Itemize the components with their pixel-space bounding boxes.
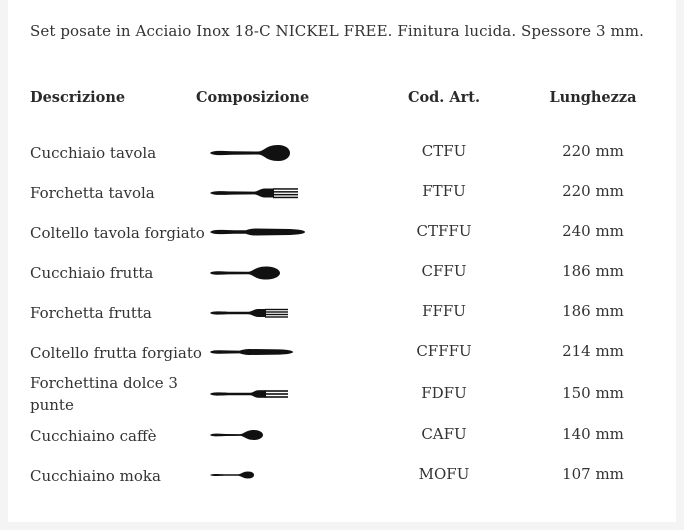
cell-lunghezza: 186 mm	[562, 262, 624, 280]
header-descrizione: Descrizione	[30, 89, 126, 106]
table-row	[8, 455, 676, 495]
cell-descrizione: Forchetta frutta	[30, 304, 152, 322]
cell-codice: MOFU	[418, 465, 470, 483]
product-description: Set posate in Acciaio Inox 18-C NICKEL FREE. Finitura lucida. Spessore 3 mm.	[30, 22, 644, 40]
cell-codice: FTFU	[422, 182, 466, 200]
cell-descrizione: Cucchiaino caffè	[30, 427, 157, 445]
cell-codice: CTFU	[421, 142, 467, 160]
header-codice: Cod. Art.	[407, 89, 481, 106]
table-knife-icon	[208, 225, 308, 239]
cell-lunghezza: 220 mm	[562, 142, 624, 160]
table-row	[8, 415, 676, 455]
cell-lunghezza: 186 mm	[562, 302, 624, 320]
table-row	[8, 332, 676, 372]
cell-codice: CTFFU	[416, 222, 472, 240]
cell-descrizione: Cucchiaio frutta	[30, 264, 154, 282]
cell-lunghezza: 107 mm	[562, 465, 624, 483]
dessert-fork-icon	[208, 386, 298, 402]
cell-lunghezza: 214 mm	[562, 342, 624, 360]
fruit-knife-icon	[208, 345, 298, 359]
cell-lunghezza: 220 mm	[562, 182, 624, 200]
coffee-spoon-icon	[208, 427, 278, 443]
header-composizione: Composizione	[196, 89, 310, 106]
fruit-spoon-icon	[208, 264, 298, 282]
cell-descrizione: Cucchiaino moka	[30, 467, 161, 485]
cell-lunghezza: 150 mm	[562, 384, 624, 402]
cell-lunghezza: 240 mm	[562, 222, 624, 240]
fruit-fork-icon	[208, 305, 298, 321]
table-row	[8, 372, 676, 418]
table-row	[8, 252, 676, 292]
cell-codice: CFFU	[421, 262, 467, 280]
cell-codice: FDFU	[421, 384, 467, 402]
moka-spoon-icon	[208, 468, 268, 482]
table-spoon-icon	[208, 143, 298, 163]
cell-descrizione: Forchetta tavola	[30, 184, 155, 202]
cell-descrizione: Coltello tavola forgiato	[30, 224, 205, 242]
cell-codice: CFFFU	[416, 342, 472, 360]
table-row	[8, 292, 676, 332]
cell-descrizione: Cucchiaio tavola	[30, 144, 157, 162]
cell-descrizione: Forchettina dolce 3 punte	[30, 374, 178, 414]
header-lunghezza: Lunghezza	[549, 89, 637, 106]
cell-codice: CAFU	[421, 425, 467, 443]
product-panel	[8, 0, 676, 522]
cell-codice: FFFU	[422, 302, 466, 320]
table-row	[8, 212, 676, 252]
table-fork-icon	[208, 185, 298, 201]
cell-lunghezza: 140 mm	[562, 425, 624, 443]
table-row	[8, 172, 676, 212]
cell-descrizione: Coltello frutta forgiato	[30, 344, 202, 362]
table-row	[8, 132, 676, 172]
